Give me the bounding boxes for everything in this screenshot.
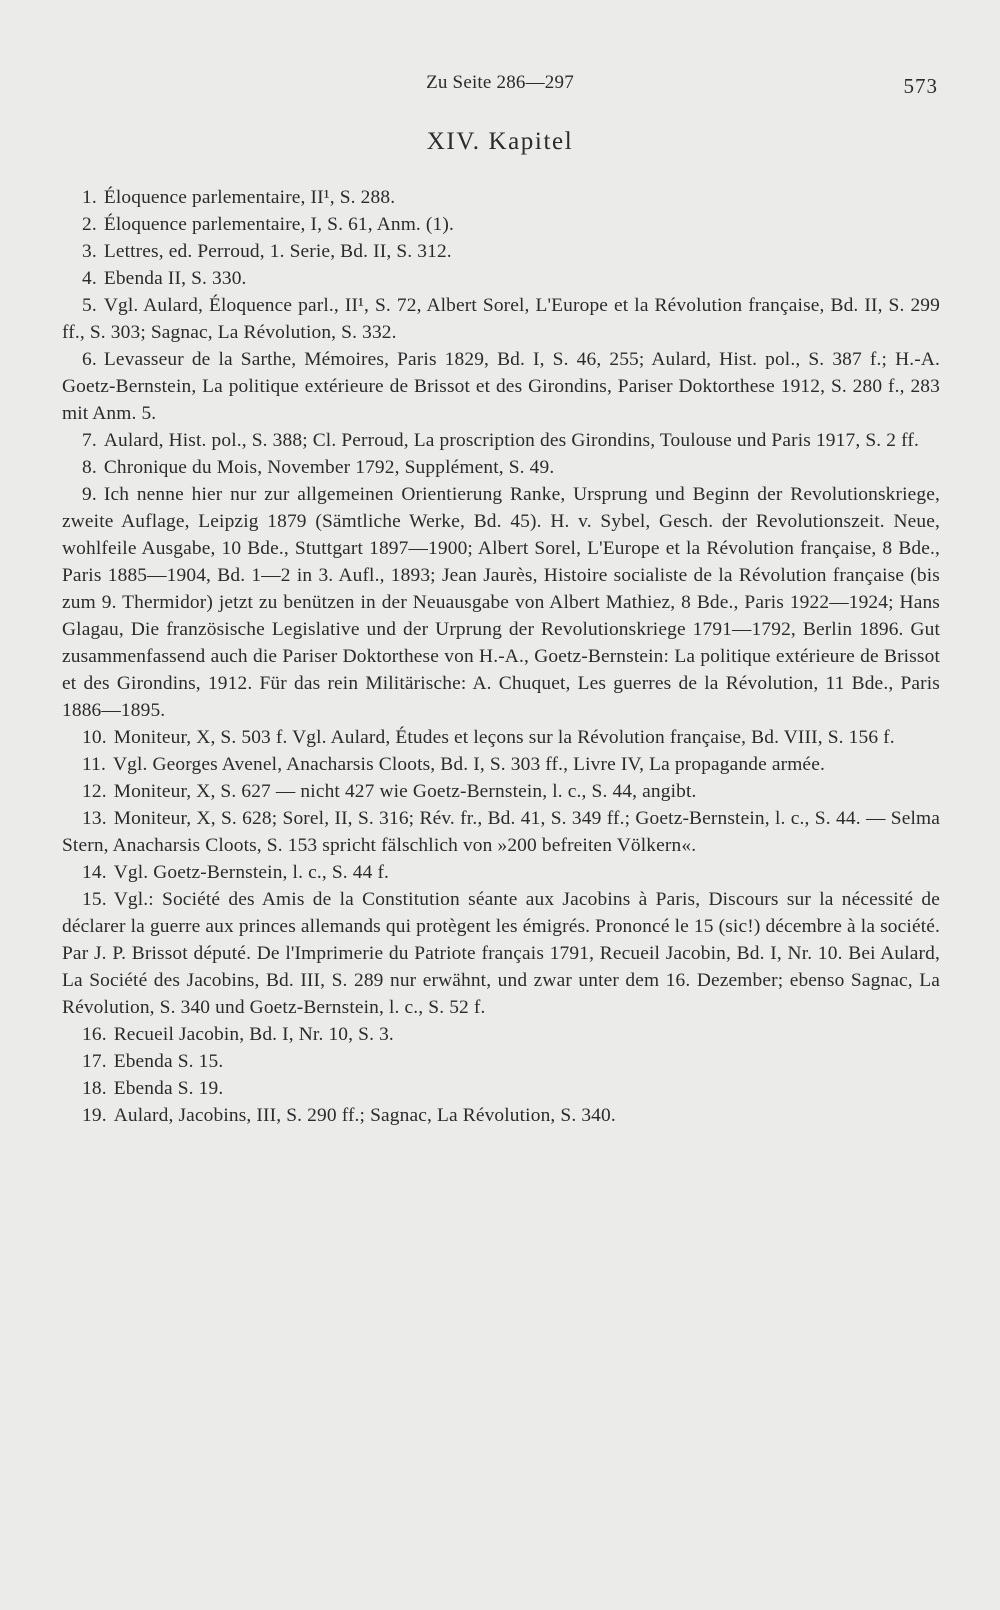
endnote <box>62 481 940 724</box>
endnote-number: 17. <box>82 1051 107 1072</box>
endnote <box>62 805 940 859</box>
endnote-text: Vgl. Aulard, Éloquence parl., II¹, S. 72, Albert Sorel, L'Europe et la Révolution française, Bd. II, S. 299 ff., S. 303; Sagnac, La Révolution, S. 332. <box>62 295 940 343</box>
endnote <box>62 1021 940 1048</box>
endnote-text: Ebenda S. 19. <box>113 1078 224 1099</box>
endnote <box>62 886 940 1021</box>
endnote-number: 10. <box>82 727 107 748</box>
endnote <box>62 211 940 238</box>
endnote <box>62 238 940 265</box>
endnote-text: Éloquence parlementaire, I, S. 61, Anm. (1). <box>103 214 454 235</box>
endnote <box>62 265 940 292</box>
endnote-number: 11. <box>82 754 106 775</box>
endnote-number: 3. <box>82 241 97 262</box>
endnote-number: 12. <box>82 781 107 802</box>
endnote <box>62 1048 940 1075</box>
endnote-number: 5. <box>82 295 97 316</box>
endnote-number: 18. <box>82 1078 107 1099</box>
endnote-number: 1. <box>82 187 97 208</box>
endnote-number: 7. <box>82 430 97 451</box>
endnote <box>62 1102 940 1129</box>
endnote-text: Ebenda S. 15. <box>113 1051 224 1072</box>
endnote <box>62 778 940 805</box>
endnote-text: Vgl. Goetz-Bernstein, l. c., S. 44 f. <box>113 862 390 883</box>
running-title: Zu Seite 286—297 <box>426 72 574 93</box>
endnote-number: 9. <box>82 484 97 505</box>
endnote-text: Moniteur, X, S. 503 f. Vgl. Aulard, Études et leçons sur la Révolution française, Bd. VIII, S. 156 f. <box>113 727 895 748</box>
endnote-number: 15. <box>82 889 107 910</box>
chapter-title: XIV. Kapitel <box>426 128 574 155</box>
endnote-number: 14. <box>82 862 107 883</box>
endnote-number: 13. <box>82 808 107 829</box>
endnote <box>62 184 940 211</box>
endnote-text: Vgl. Georges Avenel, Anacharsis Cloots, Bd. I, S. 303 ff., Livre IV, La propagande armée. <box>112 754 825 775</box>
endnote <box>62 751 940 778</box>
endnote-text: Chronique du Mois, November 1792, Supplément, S. 49. <box>103 457 555 478</box>
endnote <box>62 427 940 454</box>
endnote-number: 16. <box>82 1024 107 1045</box>
endnote <box>62 454 940 481</box>
endnote-text: Ich nenne hier nur zur allgemeinen Orientierung Ranke, Ursprung und Beginn der Revolutionskriege, zweite Auflage, Leipzig 1879 (Sämtliche Werke, Bd. 45). H. v. Sybel, Gesch. der Revolutionszeit. Neue, wohlfeile Ausgabe, 10 Bde., Stuttgart 1897—1900; Albert Sorel, L'Europe et la Révolution française, 8 Bde., Paris 1885—1904, Bd. 1—2 in 3. Aufl., 1893; Jean Jaurès, Histoire socialiste de la Révolution française (bis zum 9. Thermidor) jetzt zu benützen in der Neuausgabe von Albert Mathiez, 8 Bde., Paris 1922—1924; Hans Glagau, Die französische Legislative und der Urprung der Revolutionskriege 1791—1792, Berlin 1896. Gut zusammenfassend auch die Pariser Doktorthese von H.-A., Goetz-Bernstein: La politique extérieure de Brissot et des Girondins, 1912. Für das rein Militärische: A. Chuquet, Les guerres de la Révolution, 11 Bde., Paris 1886—1895. <box>62 484 940 721</box>
endnote-text: Éloquence parlementaire, II¹, S. 288. <box>103 187 396 208</box>
endnotes-list <box>62 184 940 1129</box>
endnote-number: 19. <box>82 1105 107 1126</box>
running-head <box>0 72 1000 98</box>
endnote-text: Moniteur, X, S. 627 — nicht 427 wie Goetz-Bernstein, l. c., S. 44, angibt. <box>113 781 697 802</box>
endnote <box>62 346 940 427</box>
endnote-text: Ebenda II, S. 330. <box>103 268 247 289</box>
endnote-text: Levasseur de la Sarthe, Mémoires, Paris 1829, Bd. I, S. 46, 255; Aulard, Hist. pol., S. 387 f.; H.-A. Goetz-Bernstein, La politique extérieure de Brissot et des Girondins, Pariser Doktorthese 1912, S. 280 f., 283 mit Anm. 5. <box>62 349 940 424</box>
endnote <box>62 292 940 346</box>
endnote-text: Vgl.: Société des Amis de la Constitution séante aux Jacobins à Paris, Discours sur la nécessité de déclarer la guerre aux princes allemands qui protègent les émigrés. Prononcé le 15 (sic!) décembre à la société. Par J. P. Brissot député. De l'Imprimerie du Patriote français 1791, Recueil Jacobin, Bd. I, Nr. 10. Bei Aulard, La Société des Jacobins, Bd. III, S. 289 nur erwähnt, und zwar unter dem 16. Dezember; ebenso Sagnac, La Révolution, S. 340 und Goetz-Bernstein, l. c., S. 52 f. <box>62 889 940 1018</box>
endnote-number: 4. <box>82 268 97 289</box>
endnote-number: 6. <box>82 349 97 370</box>
endnote <box>62 724 940 751</box>
endnote <box>62 1075 940 1102</box>
endnote-text: Recueil Jacobin, Bd. I, Nr. 10, S. 3. <box>113 1024 394 1045</box>
endnote-text: Aulard, Jacobins, III, S. 290 ff.; Sagnac, La Révolution, S. 340. <box>113 1105 616 1126</box>
endnote-text: Aulard, Hist. pol., S. 388; Cl. Perroud, La proscription des Girondins, Toulouse und Paris 1917, S. 2 ff. <box>103 430 919 451</box>
endnote-number: 2. <box>82 214 97 235</box>
endnote-text: Moniteur, X, S. 628; Sorel, II, S. 316; Rév. fr., Bd. 41, S. 349 ff.; Goetz-Bernstein, l. c., S. 44. — Selma Stern, Anacharsis Cloots, S. 153 spricht fälschlich von »200 befreiten Völkern«. <box>62 808 940 856</box>
endnote-text: Lettres, ed. Perroud, 1. Serie, Bd. II, S. 312. <box>103 241 452 262</box>
endnote-number: 8. <box>82 457 97 478</box>
page-number: 573 <box>903 74 938 98</box>
endnote <box>62 859 940 886</box>
